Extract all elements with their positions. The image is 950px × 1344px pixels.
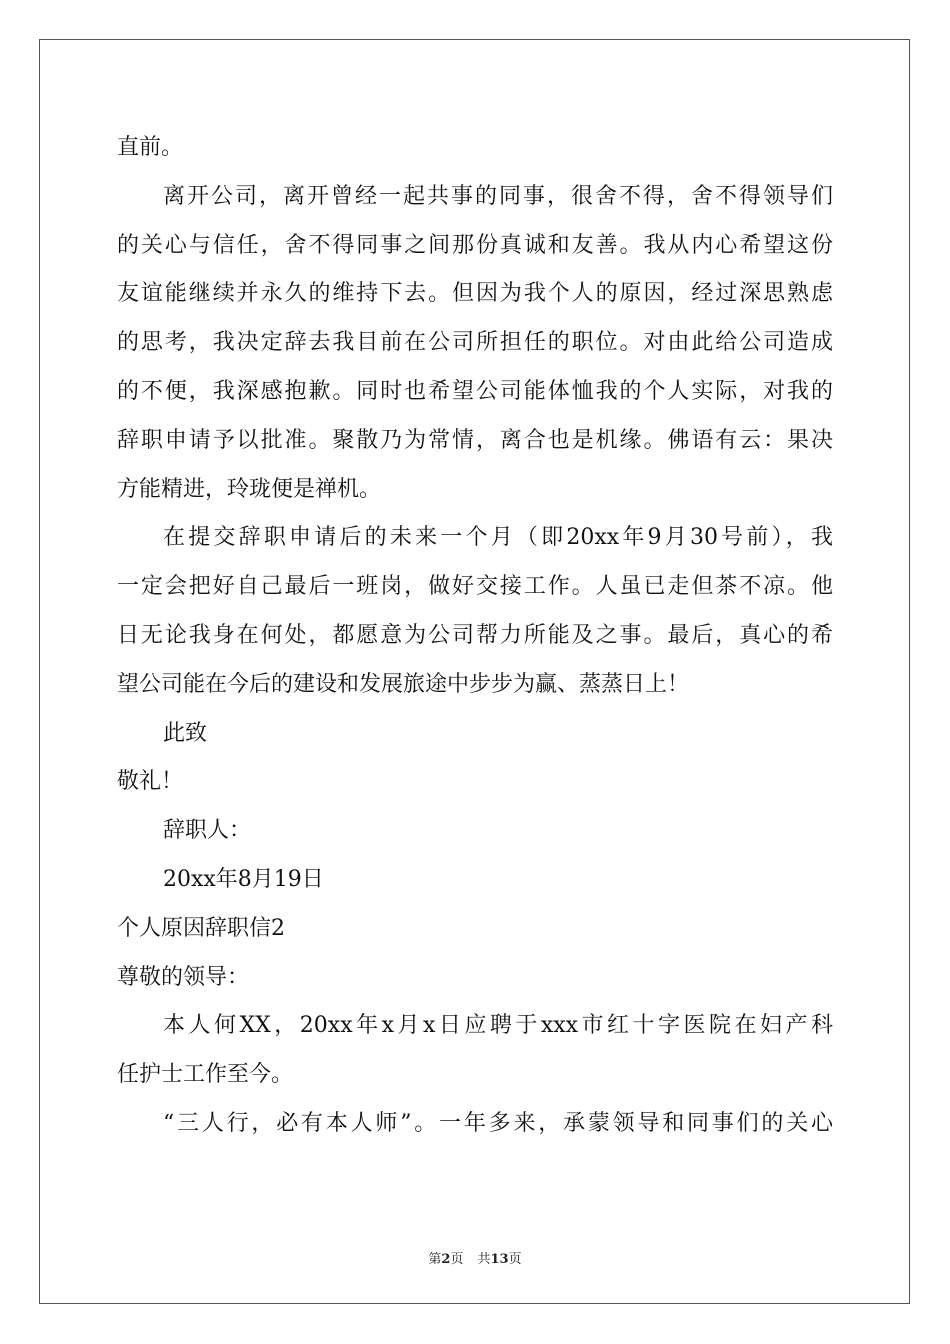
document-body [117,124,833,1149]
greeting: 尊敬的领导： [117,964,250,990]
text-line: 方能精进，玲珑便是禅机。 [117,476,382,502]
text-line: 离开公司，离开曾经一起共事的同事，很舍不得，舍不得领导们 [163,183,833,209]
signature-label: 辞职人： [163,818,252,844]
text-line: 友谊能继续并永久的维持下去。但因为我个人的原因，经过深思熟虑 [117,281,833,307]
letter-date: 20xx年8月19日 [163,866,324,892]
text-line: 本人何XX，20xx年x月x日应聘于xxx市红十字医院在妇产科 [163,1013,833,1039]
page-indicator: 第2页 [428,1252,464,1267]
text-line: 的不便，我深感抱歉。同时也希望公司能体恤我的个人实际，对我的 [117,378,833,404]
closing-salutation: 此致 [163,720,208,746]
total-pages-indicator: 共13页 [477,1252,522,1267]
text-line: 的思考，我决定辞去我目前在公司所担任的职位。对由此给公司造成 [117,330,833,356]
text-line: 任护士工作至今。 [117,1062,294,1088]
section-title: 个人原因辞职信2 [117,915,285,941]
text-line: 的关心与信任，舍不得同事之间那份真诚和友善。我从内心希望这份 [117,232,833,258]
text-line: 辞职申请予以批准。聚散乃为常情，离合也是机缘。佛语有云：果决 [117,427,833,453]
text-line: 一定会把好自己最后一班岗，做好交接工作。人虽已走但茶不凉。他 [117,574,833,600]
text-line: 直前。 [117,135,184,160]
closing-respect: 敬礼！ [117,769,184,795]
text-line: 日无论我身在何处，都愿意为公司帮力所能及之事。最后，真心的希 [117,622,833,648]
text-line: “三人行，必有本人师”。一年多来，承蒙领导和同事们的关心 [163,1110,833,1136]
text-line: 望公司能在今后的建设和发展旅途中步步为赢、蒸蒸日上！ [117,671,690,697]
text-line: 在提交辞职申请后的未来一个月（即20xx年9月30号前），我 [163,525,833,551]
page-footer [0,1248,950,1267]
